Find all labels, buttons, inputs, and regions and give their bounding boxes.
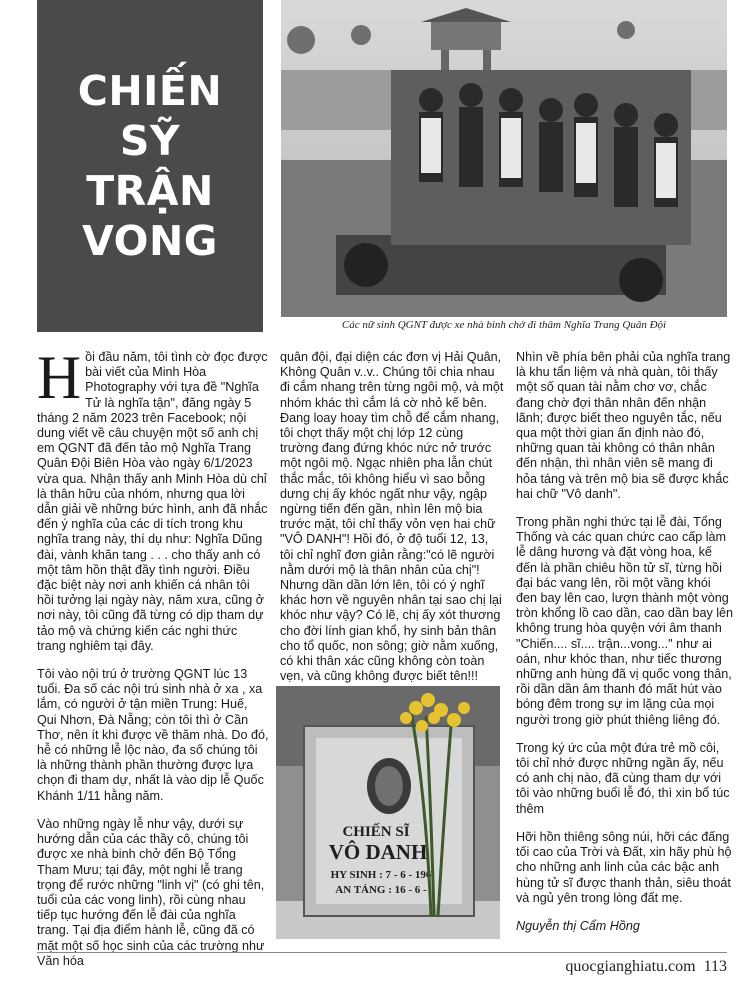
article-title-box bbox=[37, 0, 263, 332]
page-footer bbox=[565, 958, 727, 976]
article-column-1 bbox=[37, 345, 269, 982]
article-title-line: SỸ bbox=[119, 117, 181, 165]
drop-cap: H bbox=[37, 345, 82, 412]
article-title-line: TRẬN bbox=[86, 167, 214, 215]
article-paragraph: Trong ký ức của một đứa trẻ mồ côi, tôi chỉ nhớ được những ngần ấy, nếu có anh chị nào, đã cùng tham dự với tôi vào những buổi lễ đó, thì xin bổ túc thêm bbox=[516, 740, 730, 816]
grave-plaque-line-3: HY SINH : 7 - 6 - 196 bbox=[330, 869, 432, 881]
article-paragraph: Trong phần nghi thức tại lễ đài, Tổng Thống và các quan chức cao cấp làm lễ dâng hương và đặt vòng hoa, kế đến là phần chiêu hồn tử sĩ, từng hồi đại bác vang lên, rồi một vầng khói đen bay lên cao, lượn thành một vòng tròn khổng lồ cao dần, cao dần bay lên không trung hòa quyện với âm thanh "Chiến.... sĩ.... trận...vong..." như ai oán, như khóc than, như tiếc thương những anh hùng đã vị quốc vong thân, rồi dần dần âm thanh đó mất hút vào bóng đêm trong sự im lặng của mọi người trong giờ phút thiêng liêng đó. bbox=[516, 515, 734, 727]
grave-plaque-line-1: CHIẾN SĨ bbox=[342, 824, 410, 840]
article-column-2 bbox=[280, 350, 504, 697]
article-paragraph: Vào những ngày lễ như vậy, dưới sự hướng dẫn của các thầy cô, chúng tôi được xe nhà binh chở đến Bộ Tổng Tham Mưu; tại đây, một nghi lễ trang trọng để rước những "linh vị" (có ghi tên, tuổi của các vong linh), rồi cùng nhau tiếp tục hướng đến lễ đài của nghĩa trang. Tại địa điểm hành lễ, cũng đã có mặt một số học sinh của các trường như Văn hóa bbox=[37, 816, 265, 968]
author-signature: Nguyễn thị Cẩm Hồng bbox=[516, 918, 640, 933]
article-paragraph: quân đội, đại diện các đơn vị Hải Quân, Không Quân v..v.. Chúng tôi chia nhau đi cắm nhang trên từng ngôi mộ, và một nhóm khác thì cắm lá cờ nhỏ kế bên. Đang loay hoay tìm chỗ để cắm nhang, tôi chợt thấy một chị lớp 12 cùng trường đang đứng khóc nức nở trước một ngôi mộ. Ngạc nhiên pha lẫn chút thắc mắc, tôi không hiểu vì sao bỗng dưng chị ấy khóc ngất như vậy, ngập ngừng tiến đến gần, nhìn lên mộ bia trước mặt, tôi chỉ thấy vỏn vẹn hai chữ "VÔ DANH"! Hồi đó, ở độ tuổi 12, 13, tôi chỉ nghĩ đơn giản rằng:"có lẽ người nằm dưới mộ là thân nhân của chị"! Nhưng dần dần lớn lên, tôi có ý nghĩ khác hơn về nguyên nhân tại sao chị lại khóc như vậy? Có lẽ, chị ấy xót thương cho đời lính gian khổ, hy sinh bản thân cho tổ quốc, non sông; giờ nằm xuống, có khi thân xác cũng không còn toàn vẹn, và cũng không được biết tên!!! bbox=[280, 350, 504, 684]
photo-caption: Các nữ sinh QGNT được xe nhà binh chở đi thăm Nghĩa Trang Quân Đội bbox=[341, 319, 667, 331]
grave-plaque-line-4: AN TÁNG : 16 - 6 - bbox=[335, 884, 427, 896]
paragraph-text: ồi đầu năm, tôi tình cờ đọc được bài viết của Minh Hòa Photography với tựa đề "Nghĩa Tử là nghĩa tận", đăng ngày 5 tháng 2 năm 2023 trên Facebook; nội dung viết về câu chuyện một số anh chị em QGNT đã đến tảo mộ Nghĩa Trang Quân Đội Biên Hòa vào ngày 6/1/2023 vừa qua. Nhận thấy anh Minh Hòa dù chỉ là thân hữu của nhóm, nhưng qua lời dẫn giải về những bức hình, anh đã nhắc đến ý nghĩa của các di tích trong khu nghĩa trang này, thí dụ như: Nghĩa Dũng đài, vành khăn tang . . . cho thấy anh có một tâm hồn thật đầy tình người. Điều đặc biệt này nơi anh khiến cá nhân tôi hồi tưởng lại ngày này, năm xưa, cũng ở nơi này, tôi cũng đã từng có dịp tham dự tảo mộ và chứng kiến các nghi thức trang nghiêm tại đây. bbox=[37, 350, 268, 653]
page-number: 113 bbox=[703, 958, 727, 975]
footer-site-link[interactable]: quocgianghiatu.com bbox=[565, 958, 696, 975]
article-paragraph: Hỡi hồn thiêng sông núi, hỡi các đấng tối cao của Trời và Đất, xin hãy phù hộ cho những anh linh của các bậc anh hùng tử sĩ được thanh thản, siêu thoát và ngủ yên trong lòng đất mẹ. bbox=[516, 829, 732, 905]
grave-photo bbox=[276, 686, 500, 939]
grave-illustration bbox=[276, 686, 500, 939]
article-paragraph: Tôi vào nội trú ở trường QGNT lúc 13 tuổi. Đa số các nội trú sinh nhà ở xa , xa lắm, có người ở tận miền Trung: Huế, Qui Nhơn, Đà Nẵng; còn tôi thì ở Cần Thơ, nên ít khi được về thăm nhà. Do đó, hễ có những lễ lộc nào, đa số chúng tôi là những thành phần thường được lựa chọn đi tham dự, nhất là vào dịp lễ Quốc Khánh 1/11 hằng năm. bbox=[37, 667, 269, 803]
article-title-line: CHIẾN bbox=[77, 67, 223, 115]
article-title-line: VONG bbox=[82, 217, 218, 265]
article-column-3 bbox=[516, 350, 734, 947]
article-paragraph: Nhìn về phía bên phải của nghĩa trang là khu tẩn liệm và nhà quàn, tôi thấy một số quan tài nằm chơ vơ, chắc đang chờ đợi thân nhân đến nhận lãnh; được biết theo nguyên tắc, nếu qua một thời gian ấn định nào đó, những quan tài không có thân nhân đến nhận, thì nhân viên sẽ mang đi hỏa táng và trên mộ bia sẽ được khắc hai chữ "Vô danh". bbox=[516, 350, 731, 501]
article-paragraph bbox=[37, 345, 269, 654]
footer-divider bbox=[37, 952, 727, 953]
students-truck-illustration bbox=[281, 0, 727, 317]
students-truck-photo bbox=[281, 0, 727, 317]
grave-plaque-line-2: VÔ DANH bbox=[328, 840, 428, 864]
